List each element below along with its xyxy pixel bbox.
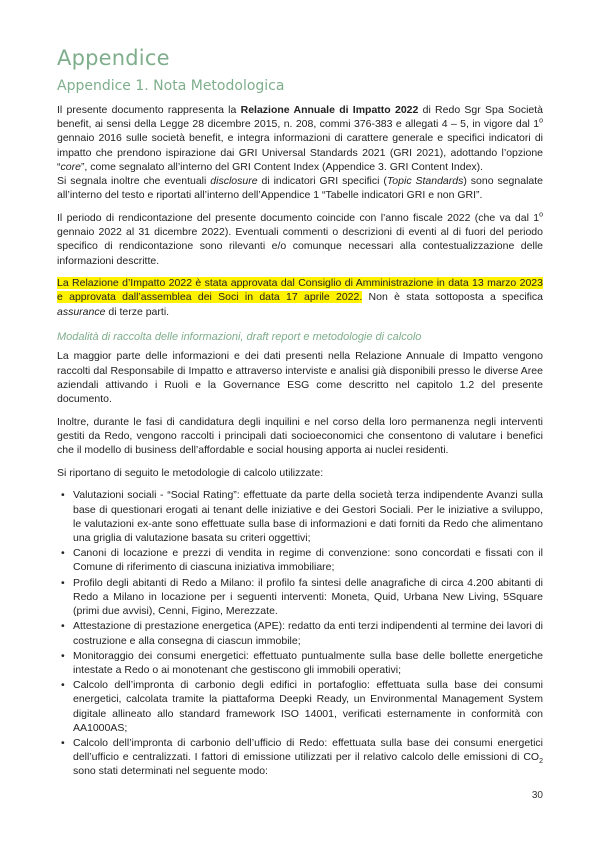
- italic-term: core: [60, 160, 81, 173]
- italic-term: assurance: [57, 305, 106, 318]
- list-item-text: Calcolo dell’impronta di carbonio dell’ufficio di Redo: effettuata sulla base dei consumi energetici dell’ufficio e centralizzati. I fattori di emissione utilizzati per il relativo calcolo delle emissioni di CO: [73, 736, 543, 764]
- list-item: [61, 619, 543, 647]
- ordinal-mark: o: [539, 117, 543, 125]
- subsection-title: Modalità di raccolta delle informazioni, draft report e metodologie di calcolo: [57, 331, 422, 344]
- list-item-text: Profilo degli abitanti di Redo a Milano: il profilo fa sintesi delle anagrafiche di circa 4.200 abitanti di Redo a Milano in locazione per i seguenti interventi: Moneta, Quid, Urbana New Living, 5Square (primi due avvisi), Cenni, Figino, Merezzate.: [73, 576, 543, 618]
- paragraph-collection: La maggior parte delle informazioni e dei dati presenti nella Relazione Annuale di Impatto vengono raccolti dal Responsabile di Impatto e attraverso interviste e analisi già disponibili presso le diverse Aree aziendali attivando i Ruoli e la Governance ESG come descritto nel capitolo 1.2 del presente documento.: [57, 350, 543, 405]
- section-title: Appendice 1. Nota Metodologica: [57, 78, 285, 94]
- text-run: di terze parti.: [105, 305, 170, 318]
- paragraph-tenants: Inoltre, durante le fasi di candidatura degli inquilini e nel corso della loro permanenza negli interventi gestiti da Redo, vengono raccolti i principali dati socioeconomici che consentono di valutare i benefici che il modello di business dell’affordable e social housing apporta ai nuclei residenti.: [57, 415, 543, 457]
- text-run: Si segnala inoltre che eventuali: [57, 175, 211, 188]
- text-run: ) sono segnalate all’interno del testo e riportati all’interno dell’Appendice 1 “Tabelle indicatori GRI e non GRI”.: [57, 175, 543, 202]
- paragraph-period: [57, 211, 543, 268]
- text-run: gennaio 2016 sulle società benefit, e integra informazioni di carattere generale e specifici indicatori di impatto che prendono ispirazione dai GRI Universal Standards 2021 (GRI 2021), adottando l’opzione “: [57, 132, 543, 173]
- bullet-icon: •: [61, 576, 65, 589]
- report-name: Relazione Annuale di Impatto 2022: [240, 104, 419, 116]
- paragraph-disclosure: [57, 174, 543, 202]
- list-item-text: Valutazioni sociali - “Social Rating”: effettuate da parte della società terza indipendente Avanzi sulla base di questionari erogati ai tenant delle iniziative e dei Gestori Sociali. Per le iniziative a sviluppo, le valutazioni ex-ante sono effettuate sulla base di informazioni e dati forniti da Redo che alimentano una griglia di valutazione basata su criteri oggettivi;: [73, 489, 543, 545]
- list-item-text: Attestazione di prestazione energetica (APE): redatto da enti terzi indipendenti al termine dei lavori di costruzione e alla consegna di ciascun immobile;: [73, 620, 543, 647]
- bullet-icon: •: [61, 489, 65, 502]
- paragraph-intro: [57, 103, 543, 174]
- list-item-text: Canoni di locazione e prezzi di vendita in regime di convenzione: sono concordati e fissati con il Comune di riferimento di ciascuna iniziativa immobiliare;: [73, 547, 543, 574]
- ordinal-mark: o: [539, 211, 543, 219]
- text-run: Non è stata sottoposta a specifica: [362, 291, 543, 304]
- text-run: gennaio 2022 al 31 dicembre 2022). Eventuali commenti o descrizioni di eventi al di fuori del periodo specifico di rendicontazione sono rilevanti e/o comunque necessari alla contestualizzazione delle informazioni descritte.: [57, 226, 543, 267]
- list-item: [61, 546, 543, 574]
- list-item-text: Calcolo dell’impronta di carbonio degli edifici in portafoglio: effettuata sulla base dei consumi energetici, calcolata tramite la piattaforma Deepki Ready, un Environmental Management System digitale allineato allo standard framework ISO 14001, verificati esternamente in conformità con AA1000AS;: [73, 679, 543, 734]
- list-item: [61, 736, 543, 779]
- italic-term: disclosure: [210, 175, 258, 188]
- bullet-icon: •: [61, 620, 65, 633]
- page-number: 30: [531, 790, 543, 801]
- paragraph-approval: [57, 276, 543, 319]
- subscript: 2: [539, 758, 543, 766]
- text-run: di indicatori GRI specifici (: [257, 175, 387, 188]
- list-item: [61, 488, 543, 545]
- text-run: Il presente documento rappresenta la: [57, 104, 241, 116]
- methodology-list: [57, 488, 543, 778]
- list-item: [61, 576, 543, 619]
- bullet-icon: •: [61, 649, 65, 662]
- bullet-icon: •: [61, 679, 65, 692]
- list-item: [61, 649, 543, 677]
- bullet-icon: •: [61, 547, 65, 560]
- page-title: Appendice: [57, 46, 170, 70]
- text-run: di Redo Sgr Spa Società benefit, ai sensi della Legge 28 dicembre 2015, n. 208, commi 376-383 e allegati 4 – 5, in vigore dal 1: [57, 104, 544, 131]
- list-item-text: Monitoraggio dei consumi energetici: effettuato puntualmente sulla base delle bollette energetiche intestate a Redo o ai monotenant che gestiscono gli immobili operativi;: [73, 649, 543, 676]
- text-run: ”, come segnalato all’interno del GRI Content Index (Appendice 3. GRI Content Index).: [80, 160, 484, 173]
- text-run: Il periodo di rendicontazione del presente documento coincide con l’anno fiscale 2022 (che va dal 1: [57, 211, 540, 224]
- list-item-text: sono stati determinati nel seguente modo:: [73, 765, 268, 778]
- list-item: [61, 678, 543, 735]
- highlighted-text: La Relazione d’Impatto 2022 è stata approvata dal Consiglio di Amministrazione in data 13 marzo 2023 e approvata dall’assemblea dei Soci in data 17 aprile 2022.: [57, 277, 543, 304]
- paragraph-methods-intro: Si riportano di seguito le metodologie di calcolo utilizzate:: [57, 466, 324, 479]
- italic-term: Topic Standards: [386, 175, 464, 188]
- bullet-icon: •: [61, 736, 65, 749]
